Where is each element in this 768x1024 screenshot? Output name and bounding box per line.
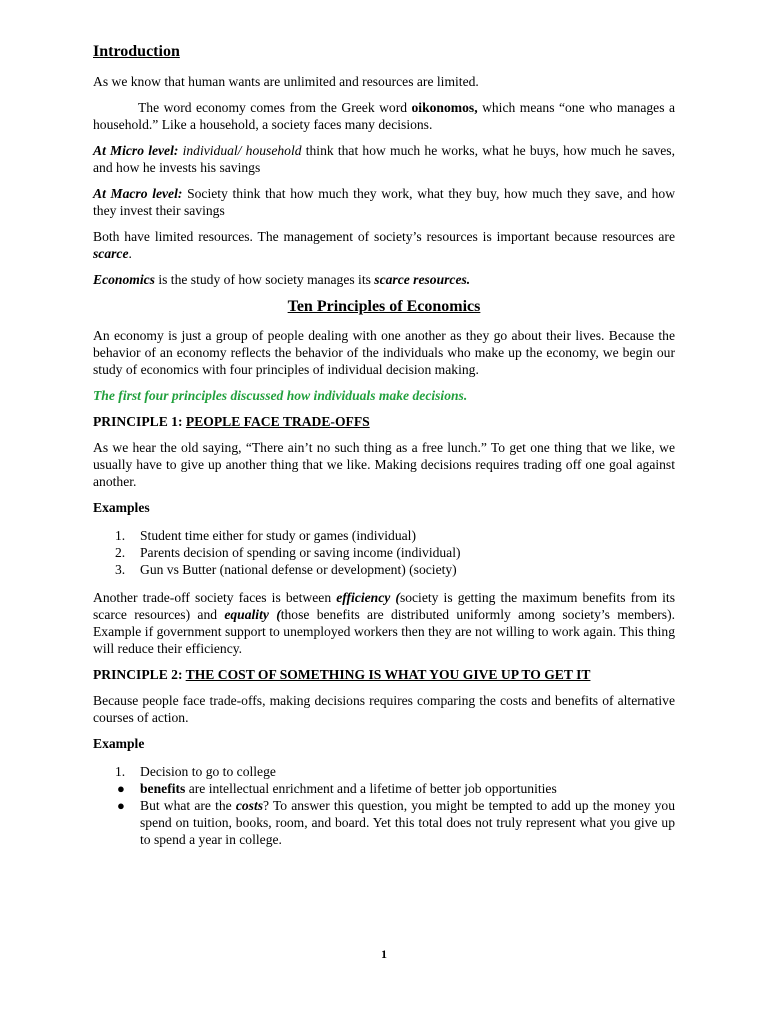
economy-paragraph: An economy is just a group of people dealing with one another as they go about their lives. Because the behavior of an economy reflects the behavior of the individuals who make up the economy, we begin our study of economics with four principles of individual decision making. [93,328,675,377]
intro-paragraph-1: As we know that human wants are unlimited and resources are limited. [93,74,479,89]
micro-level-paragraph [93,142,675,176]
example-heading: Example [93,736,145,751]
micro-level-label: At Micro level: [93,143,179,158]
economics-definition [93,271,675,288]
text-run: Society think that how much they work, what they buy, how much they save, and how they invest their savings [93,186,676,218]
equality-term: equality ( [224,607,281,622]
text-run: is the study of how society manages its [154,272,375,287]
first-four-principles-note: The first four principles discussed how individuals make decisions. [93,388,468,403]
text-run: The word economy comes from the Greek word [138,100,412,115]
text-run: But what are the [140,798,236,813]
list-item [93,561,675,578]
ten-principles-heading: Ten Principles of Economics [287,298,481,315]
text-run: are intellectual enrichment and a lifetime of better job opportunities [185,781,557,796]
text-run: society is getting the maximum benefits from its scarce resources) and [93,590,675,622]
principle-1-title: PEOPLE FACE TRADE-OFFS [185,414,370,429]
page-number: 1 [381,947,387,961]
limited-resources-paragraph [93,228,675,262]
principle-1-paragraph: As we hear the old saying, “There ain’t no such thing as a free lunch.” To get one thing that we like, we usually have to give up another thing that we like. Making decisions requires trading off one goal against another. [93,440,675,489]
text-run: those benefits are distributed uniformly among society’s members). Example if government support to unemployed workers then they are not willing to work again. This thing will reduce their efficiency. [93,607,675,656]
benefits-term: benefits [140,781,186,796]
example-list [93,763,675,780]
principle-1-heading [93,413,675,430]
scarce-term: scarce [93,246,129,261]
bullet-list [93,780,675,848]
principle-2-heading [93,666,675,683]
list-number: 1. [115,764,126,779]
bullet-icon: ● [117,781,125,796]
bullet-item [93,780,675,797]
principle-2-title: THE COST OF SOMETHING IS WHAT YOU GIVE UP TO GET IT [185,667,591,682]
text-run: think that how much he works, what he buys, how much he saves, and how he invests his savings [93,143,675,175]
costs-term: costs [235,798,264,813]
page-content [93,42,675,859]
examples-list [93,527,675,578]
list-number: 3. [115,562,126,577]
principle-2-label: PRINCIPLE 2: [93,667,186,682]
list-number: 1. [115,528,126,543]
economics-term: Economics [93,272,155,287]
intro-paragraph-2 [93,99,675,133]
macro-level-paragraph [93,185,675,219]
list-item [93,763,675,780]
bullet-item [93,797,675,848]
list-item-text: Gun vs Butter (national defense or development) (society) [140,562,457,577]
principle-2-paragraph: Because people face trade-offs, making decisions requires comparing the costs and benefits of alternative courses of action. [93,693,675,725]
list-number: 2. [115,545,126,560]
scarce-resources-term: scarce resources. [374,272,471,287]
principle-1-label: PRINCIPLE 1: [93,414,186,429]
text-run: Both have limited resources. The management of society’s resources is important because resources are [93,229,675,244]
text-run: which means “one who manages a household.” Like a household, a society faces many decisions. [93,100,675,132]
bullet-icon: ● [117,798,125,813]
macro-level-label: At Macro level: [93,186,183,201]
list-item-text: Student time either for study or games (individual) [140,528,416,543]
micro-level-subject: individual/ household [178,143,302,158]
text-run: ? To answer this question, you might be tempted to add up the money you spend on tuition, books, room, and board. Yet this total does not truly represent what you give up to spend a year in college. [140,798,675,847]
bold-term-oikonomos: oikonomos, [411,100,478,115]
list-item-text: Parents decision of spending or saving income (individual) [140,545,461,560]
efficiency-equality-paragraph [93,589,675,657]
efficiency-term: efficiency ( [336,590,400,605]
list-item [93,544,675,561]
examples-heading: Examples [93,500,150,515]
list-item [93,527,675,544]
list-item-text: Decision to go to college [140,764,276,779]
introduction-heading: Introduction [93,43,180,60]
text-run: Another trade-off society faces is between [93,590,337,605]
text-run: . [128,246,132,261]
